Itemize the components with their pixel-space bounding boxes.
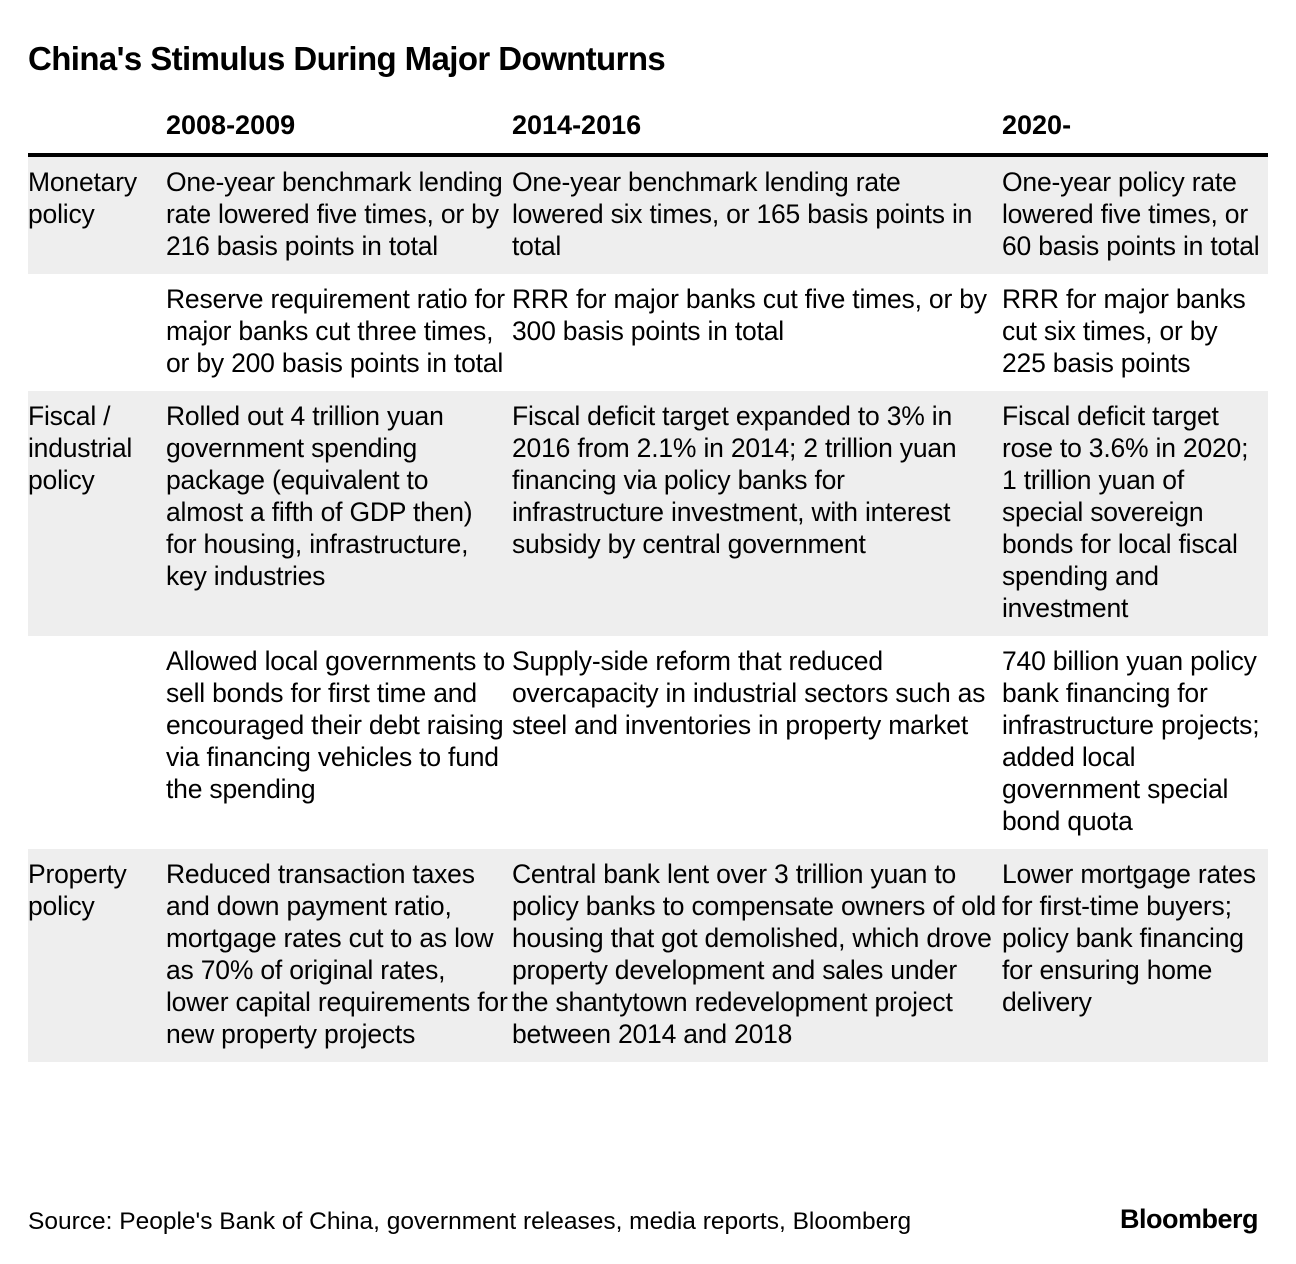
- row-category: [28, 636, 166, 849]
- table-cell: Reduced transaction taxes and down payment ratio, mortgage rates cut to as low as 70% of original rates, lower capital requirements for new property projects: [166, 849, 512, 1062]
- table-cell: Fiscal deficit target expanded to 3% in 2016 from 2.1% in 2014; 2 trillion yuan financing via policy banks for infrastructure investment, with interest subsidy by central government: [512, 391, 1002, 636]
- row-category: Fiscal / industrial policy: [28, 391, 166, 636]
- table-cell: Supply-side reform that reduced overcapacity in industrial sectors such as steel and inventories in property market: [512, 646, 986, 740]
- table-cell: RRR for major banks cut six times, or by 225 basis points: [1002, 284, 1246, 378]
- table-cell: Reserve requirement ratio for major banks cut three times, or by 200 basis points in total: [166, 284, 505, 378]
- source-note: Source: People's Bank of China, government releases, media reports, Bloomberg: [28, 1208, 912, 1235]
- table-cell: One-year policy rate lowered five times, or 60 basis points in total: [1002, 155, 1268, 274]
- table-cell: Allowed local governments to sell bonds for first time and encouraged their debt raising via financing vehicles to fund the spending: [166, 646, 506, 804]
- header-row: [28, 104, 1268, 155]
- table-row: [28, 636, 1268, 849]
- column-header-category: [28, 104, 166, 155]
- row-category: Property policy: [28, 849, 166, 1062]
- column-header-2020: 2020-: [1002, 104, 1268, 155]
- table-row: [28, 274, 1268, 391]
- table-cell: Lower mortgage rates for first-time buyers; policy bank financing for ensuring home delivery: [1002, 849, 1268, 1062]
- table-cell: Rolled out 4 trillion yuan government spending package (equivalent to almost a fifth of GDP then) for housing, infrastructure, key industries: [166, 391, 512, 636]
- table-row: [28, 849, 1268, 1062]
- column-header-2008-2009: 2008-2009: [166, 104, 512, 155]
- stimulus-table: [28, 104, 1268, 1062]
- column-header-2014-2016: 2014-2016: [512, 104, 1002, 155]
- table-cell: One-year benchmark lending rate lowered five times, or by 216 basis points in total: [166, 155, 512, 274]
- row-category: [28, 274, 166, 391]
- bloomberg-logo: Bloomberg: [1119, 1204, 1258, 1234]
- row-category: Monetary policy: [28, 155, 166, 274]
- table-cell: Fiscal deficit target rose to 3.6% in 2020; 1 trillion yuan of special sovereign bonds for local fiscal spending and investment: [1002, 391, 1268, 636]
- table-cell: RRR for major banks cut five times, or by 300 basis points in total: [512, 284, 987, 346]
- page-title: China's Stimulus During Major Downturns: [28, 40, 666, 77]
- table-cell: 740 billion yuan policy bank financing for infrastructure projects; added local government special bond quota: [1002, 646, 1260, 836]
- table-row: [28, 391, 1268, 636]
- table-row: [28, 155, 1268, 274]
- table-cell: Central bank lent over 3 trillion yuan to policy banks to compensate owners of old housing that got demolished, which drove property development and sales under the shantytown redevelopment project between 2014 and 2018: [512, 849, 1002, 1062]
- table-cell: One-year benchmark lending rate lowered six times, or 165 basis points in total: [512, 155, 1002, 274]
